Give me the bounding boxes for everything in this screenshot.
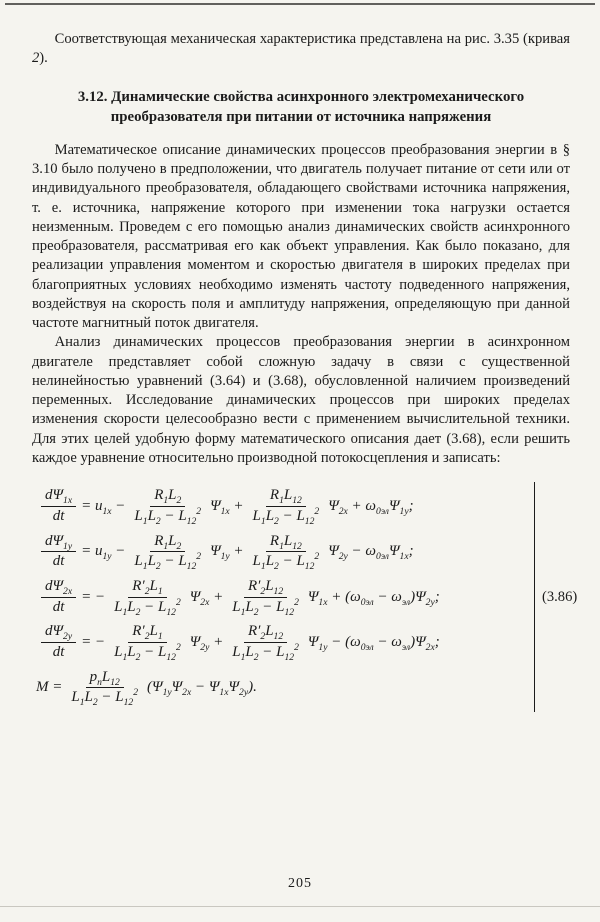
fraction-denominator: $L_1L_2 - L_{12}^2$ [134, 505, 202, 527]
fraction-denominator: $L_1L_2 - L_{12}^2$ [252, 551, 320, 573]
fraction-denominator: $L_1L_2 - L_{12}^2$ [114, 596, 181, 618]
equation-row [36, 623, 528, 661]
scan-edge-bottom-artifact [0, 906, 600, 907]
fraction-numerator: $R_1L_{12}$ [266, 487, 306, 507]
fraction-numerator: $R_1L_{12}$ [266, 533, 306, 553]
intro-text-before: Соответствующая механическая характеристика представлена на рис. 3.35 (кривая [54, 31, 570, 47]
equation-system-brace [534, 482, 535, 712]
fraction-denominator: $L_1L_2 - L_{12}^2$ [232, 596, 299, 618]
intro-text-after: ). [39, 50, 48, 67]
equation-number: (3.86) [542, 588, 578, 605]
equation-text: M = [36, 679, 63, 696]
fraction [249, 487, 324, 525]
fraction-numerator: $R_1L_2$ [150, 533, 185, 553]
fraction-denominator: $L_1L_2 - L_{12}^2$ [252, 505, 320, 527]
fraction-denominator: dt [52, 553, 65, 570]
section-heading: 3.12. Динамические свойства асинхронного электромеханического преобразователя при питании от источника напряжения [77, 88, 525, 126]
fraction [228, 623, 303, 661]
fraction-numerator: $d\Psi_{2x}$ [41, 578, 76, 598]
equation-text: = − [81, 588, 106, 605]
paragraph-1: Математическое описание динамических процессов преобразования энергии в § 3.10 было получено в предположении, что двигатель получает питание от сети или от индивидуального преобразователя, обладающего свойствами источника напряжения, т. е. источника, напряжение которого при изменении тока нагрузки остается неизменным. Проведем с его помощью анализ динамических свойств асинхронного преобразователя, рассматривая его как объект управления. Как было показано, для реализации управления моментом и скоростью двигателя в широких пределах при благоприятных условиях необходимо изменять частоту подведенного напряжения, воздействуя на скорость поля и амплитуду напряжения, определяющую при данной частоте магнитный поток двигателя. [32, 141, 570, 332]
equation-text: $\Psi_{2y}$ + [189, 633, 224, 653]
fraction [110, 623, 185, 661]
fraction-denominator: dt [52, 643, 65, 660]
equation-block-3-86 [36, 480, 578, 714]
fraction [228, 578, 303, 616]
equation-row [36, 669, 528, 707]
equation-text: $\Psi_{2y} - \omega_{0эл}\Psi_{1x}$; [328, 543, 414, 563]
curve-number-italic: 2 [32, 50, 40, 67]
paragraph-2: Анализ динамических процессов преобразования энергии в асинхронном двигателе представляет собой сложную задачу в связи с существенной нелинейностью уравнений (3.64) и (3.68), обусловленной наличием произведений переменных. Исследование динамических процессов при широких пределах изменения скорости целесообразно вести с применением вычислительной техники. Для этих целей удобную форму математического описания дает (3.68), если решить каждое уравнение относительно производной потокосцепления и записать: [32, 334, 570, 466]
equation-row [36, 487, 528, 525]
fraction [41, 487, 76, 525]
equation-text: $\Psi_{1x} + (\omega_{0эл} - \omega_{эл})\Psi_{2y}$; [307, 588, 440, 608]
equation-text: $(\Psi_{1y}\Psi_{2x} - \Psi_{1x}\Psi_{2y})$. [147, 679, 257, 699]
fraction-denominator: dt [52, 598, 65, 615]
equation-row [36, 578, 528, 616]
fraction-numerator: $R_1L_2$ [150, 487, 185, 507]
equation-column [36, 480, 528, 714]
fraction [67, 669, 142, 707]
equation-text: $\Psi_{1y}$ + [210, 543, 244, 563]
fraction-numerator: $d\Psi_{1y}$ [41, 533, 76, 553]
fraction-numerator: $R'_2L_{12}$ [244, 623, 287, 643]
equation-text: $\Psi_{2x} + \omega_{0эл}\Psi_{1y}$; [328, 497, 414, 517]
equation-text: $\Psi_{1x}$ + [210, 497, 244, 517]
fraction [249, 533, 324, 571]
fraction-numerator: $d\Psi_{1x}$ [41, 487, 76, 507]
equation-row [36, 533, 528, 571]
fraction-numerator: $R'_2L_1$ [128, 578, 166, 598]
fraction [41, 623, 76, 661]
fraction-denominator: $L_1L_2 - L_{12}^2$ [71, 687, 139, 709]
fraction-numerator: $p_пL_{12}$ [86, 669, 124, 689]
fraction [41, 578, 76, 616]
fraction-numerator: $d\Psi_{2y}$ [41, 623, 76, 643]
fraction [110, 578, 185, 616]
fraction-denominator: $L_1L_2 - L_{12}^2$ [114, 641, 181, 663]
intro-paragraph [32, 30, 570, 69]
fraction-numerator: $R'_2L_1$ [128, 623, 166, 643]
equation-text: = $u_{1x}$ − [81, 497, 126, 517]
equation-text: = $u_{1y}$ − [81, 543, 126, 563]
equation-text: $\Psi_{2x}$ + [189, 588, 224, 608]
fraction [130, 487, 205, 525]
fraction [41, 533, 76, 571]
fraction-denominator: $L_1L_2 - L_{12}^2$ [232, 641, 299, 663]
fraction [130, 533, 205, 571]
fraction-denominator: $L_1L_2 - L_{12}^2$ [134, 551, 202, 573]
equation-text: = − [81, 633, 106, 650]
scan-edge-top-artifact [5, 3, 595, 5]
page-number: 205 [288, 876, 312, 891]
equation-text: $\Psi_{1y} - (\omega_{0эл} - \omega_{эл})\Psi_{2x}$; [307, 633, 440, 653]
fraction-denominator: dt [52, 507, 65, 524]
fraction-numerator: $R'_2L_{12}$ [244, 578, 287, 598]
